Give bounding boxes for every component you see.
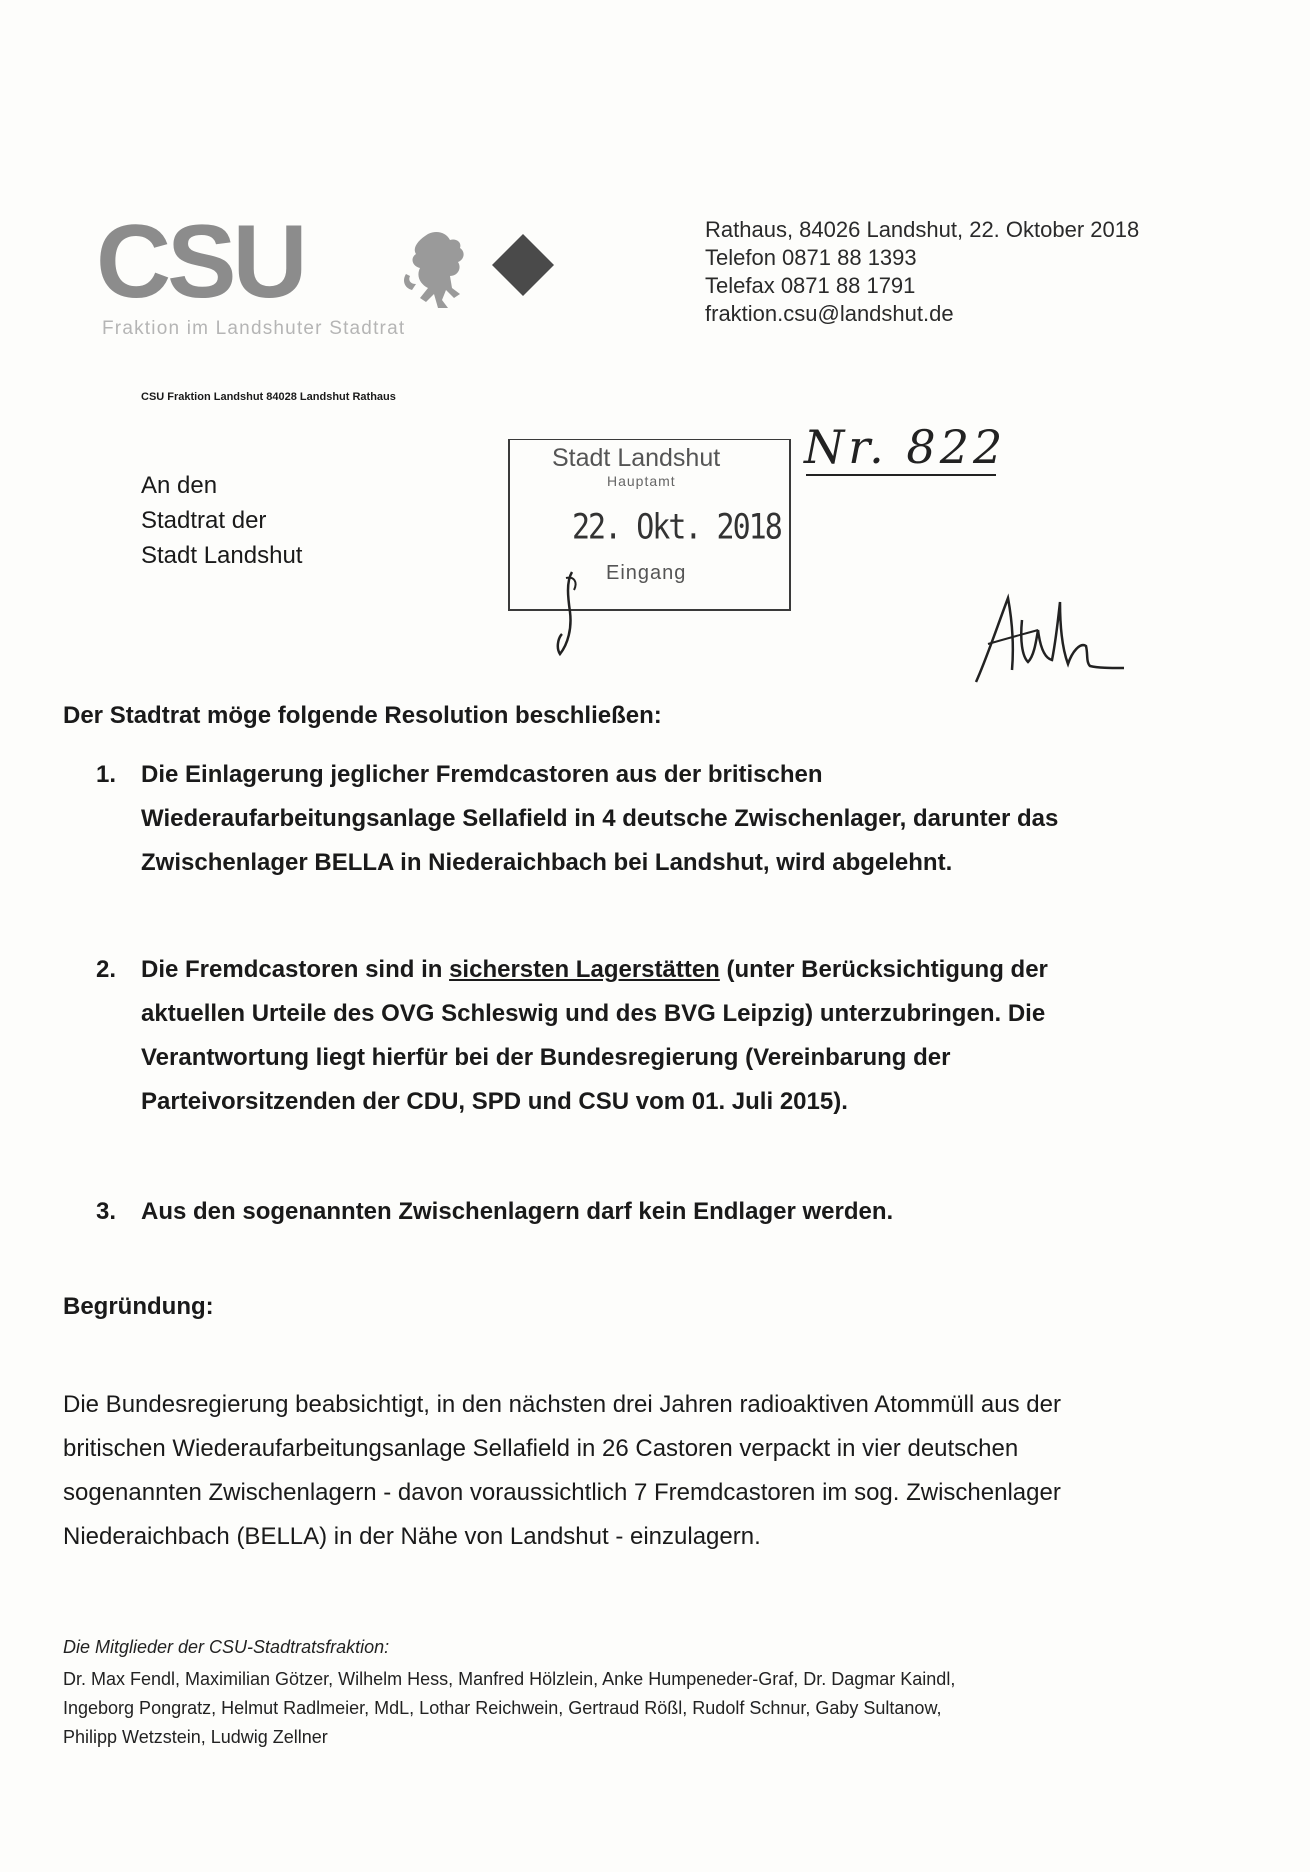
members-line: Ingeborg Pongratz, Helmut Radlmeier, MdL, Lothar Reichwein, Gertraud Rößl, Rudolf Schnur, Gaby Sultanow, — [63, 1698, 942, 1718]
fax: Telefax 0871 88 1791 — [705, 273, 916, 298]
stamp-city: Stadt Landshut — [552, 444, 721, 472]
item-number: 1. — [96, 761, 117, 788]
item-line: Zwischenlager BELLA in Niederaichbach bei Landshut, wird abgelehnt. — [141, 849, 953, 876]
justification-line: britischen Wiederaufarbeitungsanlage Sellafield in 26 Castoren verpackt in vier deutschen — [63, 1435, 1019, 1462]
item-number: 3. — [96, 1198, 117, 1225]
justification-line: Die Bundesregierung beabsichtigt, in den nächsten drei Jahren radioaktiven Atommüll aus der — [63, 1391, 1061, 1418]
address-date: Rathaus, 84026 Landshut, 22. Oktober 2018 — [705, 217, 1140, 242]
item-number: 2. — [96, 956, 117, 983]
members-line: Philipp Wetzstein, Ludwig Zellner — [63, 1727, 328, 1747]
item-line: aktuellen Urteile des OVG Schleswig und des BVG Leipzig) unterzubringen. Die — [141, 1000, 1046, 1027]
return-address: CSU Fraktion Landshut 84028 Landshut Rathaus — [141, 391, 396, 403]
lion-icon — [398, 228, 474, 312]
contact-block — [705, 216, 1139, 328]
email: fraktion.csu@landshut.de — [705, 301, 954, 326]
recipient-line: Stadtrat der — [141, 507, 267, 534]
justification-line: Niederaichbach (BELLA) in der Nähe von Landshut - einzulagern. — [63, 1523, 761, 1550]
item-line: Verantwortung liegt hierfür bei der Bundesregierung (Vereinbarung der — [141, 1044, 951, 1071]
recipient-line: Stadt Landshut — [141, 542, 303, 569]
handwritten-number — [804, 416, 1007, 486]
item-line — [141, 948, 1181, 992]
handwritten-underline — [806, 474, 996, 476]
resolution-heading: Der Stadtrat möge folgende Resolution beschließen: — [63, 702, 662, 729]
stamp-department: Hauptamt — [607, 473, 676, 489]
logo-tagline: Fraktion im Landshuter Stadtrat — [102, 318, 406, 339]
stamp-date: 22. Okt. 2018 — [572, 507, 781, 548]
item-line: Parteivorsitzenden der CDU, SPD und CSU vom 01. Juli 2015). — [141, 1088, 848, 1115]
justification-text — [63, 1383, 1061, 1559]
recipient-line: An den — [141, 472, 218, 499]
phone: Telefon 0871 88 1393 — [705, 245, 917, 270]
handwritten-number-text: Nr. 822 — [804, 420, 1007, 474]
underlined-text: sichersten Lagerstätten — [449, 956, 720, 983]
item-text: (unter Berücksichtigung der — [719, 956, 1048, 983]
members-list — [63, 1665, 955, 1752]
justification-line: sogenannten Zwischenlagern - davon voraussichtlich 7 Fremdcastoren im sog. Zwischenlager — [63, 1479, 1061, 1506]
recipient-block — [141, 468, 302, 573]
item-line: Aus den sogenannten Zwischenlagern darf kein Endlager werden. — [141, 1198, 894, 1225]
signature — [968, 590, 1128, 690]
diamond-icon — [490, 232, 556, 298]
item-line: Wiederaufarbeitungsanlage Sellafield in 4 deutsche Zwischenlager, darunter das — [141, 805, 1059, 832]
item-text: Die Fremdcastoren sind in — [141, 956, 450, 983]
stamp-initial-mark — [548, 568, 588, 660]
csu-logo — [96, 204, 566, 339]
item-line: Die Einlagerung jeglicher Fremdcastoren aus der britischen — [141, 761, 823, 788]
members-heading: Die Mitglieder der CSU-Stadtratsfraktion: — [63, 1637, 390, 1657]
justification-heading: Begründung: — [63, 1293, 214, 1320]
members-line: Dr. Max Fendl, Maximilian Götzer, Wilhelm Hess, Manfred Hölzlein, Anke Humpeneder-Graf, Dr. Dagmar Kaindl, — [63, 1669, 956, 1689]
stamp-label: Eingang — [606, 562, 687, 584]
logo-wordmark: CSU — [96, 204, 304, 320]
